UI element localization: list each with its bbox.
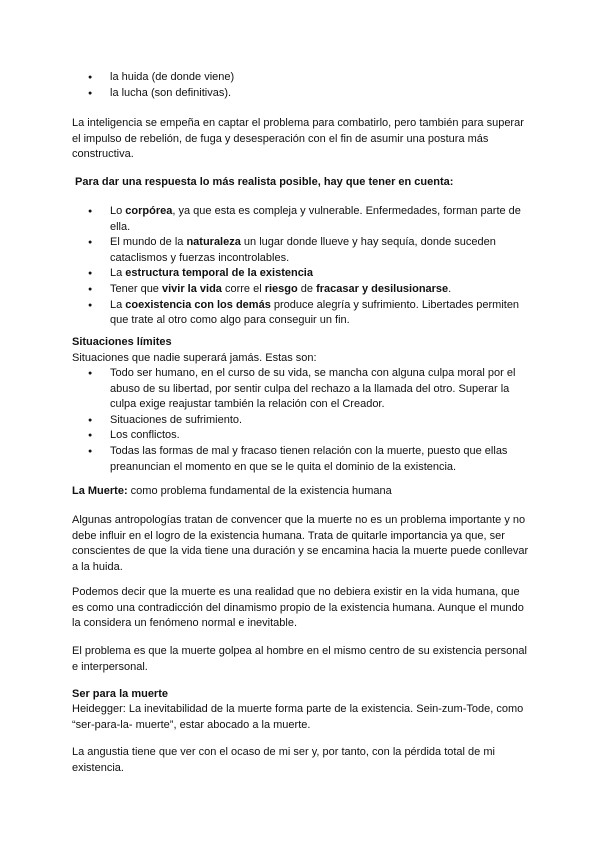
paragraph-situaciones: Situaciones que nadie superará jamás. Estas son: xyxy=(72,352,317,364)
paragraph-realidad: Podemos decir que la muerte es una realidad que no debiera existir en la vida humana, que es como una contradicción del dinamismo propio de la existencia humana. Aunque el mundo la considera un fenómeno normal e inevitable. xyxy=(72,586,524,630)
paragraph-inteligencia: La inteligencia se empeña en captar el problema para combatirlo, pero también para superar el impulso de rebelión, de fuga y desesperación con el fin de asumir una postura más constructiva. xyxy=(72,117,524,161)
heading-ser-para-la-muerte: Ser para la muerte xyxy=(72,688,168,700)
list-item: ● Todas las formas de mal y fracaso tienen relación con la muerte, puesto que ellas preanuncian el momento en que se le quita el dominio de la existencia. xyxy=(72,444,532,475)
list-item: ● Todo ser humano, en el curso de su vida, se mancha con alguna culpa moral por el abuso de su libertad, por sentir culpa del rechazo a la llamada del otro. Superar la culpa exige reajustar también la relación con el Creador. xyxy=(72,366,532,413)
list-situaciones xyxy=(72,366,532,475)
list-consideraciones xyxy=(72,204,532,329)
heading-respuesta: Para dar una respuesta lo más realista posible, hay que tener en cuenta: xyxy=(75,176,454,188)
list-item: ● Tener que vivir la vida corre el riesgo de fracasar y desilusionarse. xyxy=(72,282,532,298)
death-label: La Muerte: xyxy=(72,485,128,497)
death-subtitle: como problema fundamental de la existencia humana xyxy=(127,485,392,497)
list-item: ● El mundo de la naturaleza un lugar donde llueve y hay sequía, donde suceden cataclismos y fuerzas incontrolables. xyxy=(72,235,532,266)
list-item: ● Lo corpórea, ya que esta es compleja y vulnerable. Enfermedades, forman parte de ella. xyxy=(72,204,532,235)
list-item: ● la lucha (son definitivas). xyxy=(72,86,532,102)
list-item: ● La coexistencia con los demás produce alegría y sufrimiento. Libertades permiten que trate al otro como algo para conseguir un fin. xyxy=(72,298,532,329)
paragraph-angustia: La angustia tiene que ver con el ocaso de mi ser y, por tanto, con la pérdida total de mi existencia. xyxy=(72,746,495,774)
list-item: ● Situaciones de sufrimiento. xyxy=(72,413,532,429)
paragraph-antropologias: Algunas antropologías tratan de convencer que la muerte no es un problema importante y no debe influir en el logro de la existencia humana. Trata de quitarle importancia ya que, ser conscientes de que la vida tiene una duración y se encamina hacia la muerte puede conllevar a la huida. xyxy=(72,514,529,573)
paragraph-problema: El problema es que la muerte golpea al hombre en el mismo centro de su existencia personal e interpersonal. xyxy=(72,645,527,673)
list-item: ● Los conflictos. xyxy=(72,428,532,444)
paragraph-heidegger: Heidegger: La inevitabilidad de la muerte forma parte de la existencia. Sein-zum-Tode, como “ser-para-la- muerte”, estar abocado a la muerte. xyxy=(72,703,524,731)
list-item: ● La estructura temporal de la existencia xyxy=(72,266,532,282)
list-item: ● la huida (de donde viene) xyxy=(72,70,532,86)
heading-situaciones-limites: Situaciones límites xyxy=(72,336,172,348)
list-huida-lucha xyxy=(72,70,532,101)
heading-la-muerte xyxy=(72,484,532,500)
